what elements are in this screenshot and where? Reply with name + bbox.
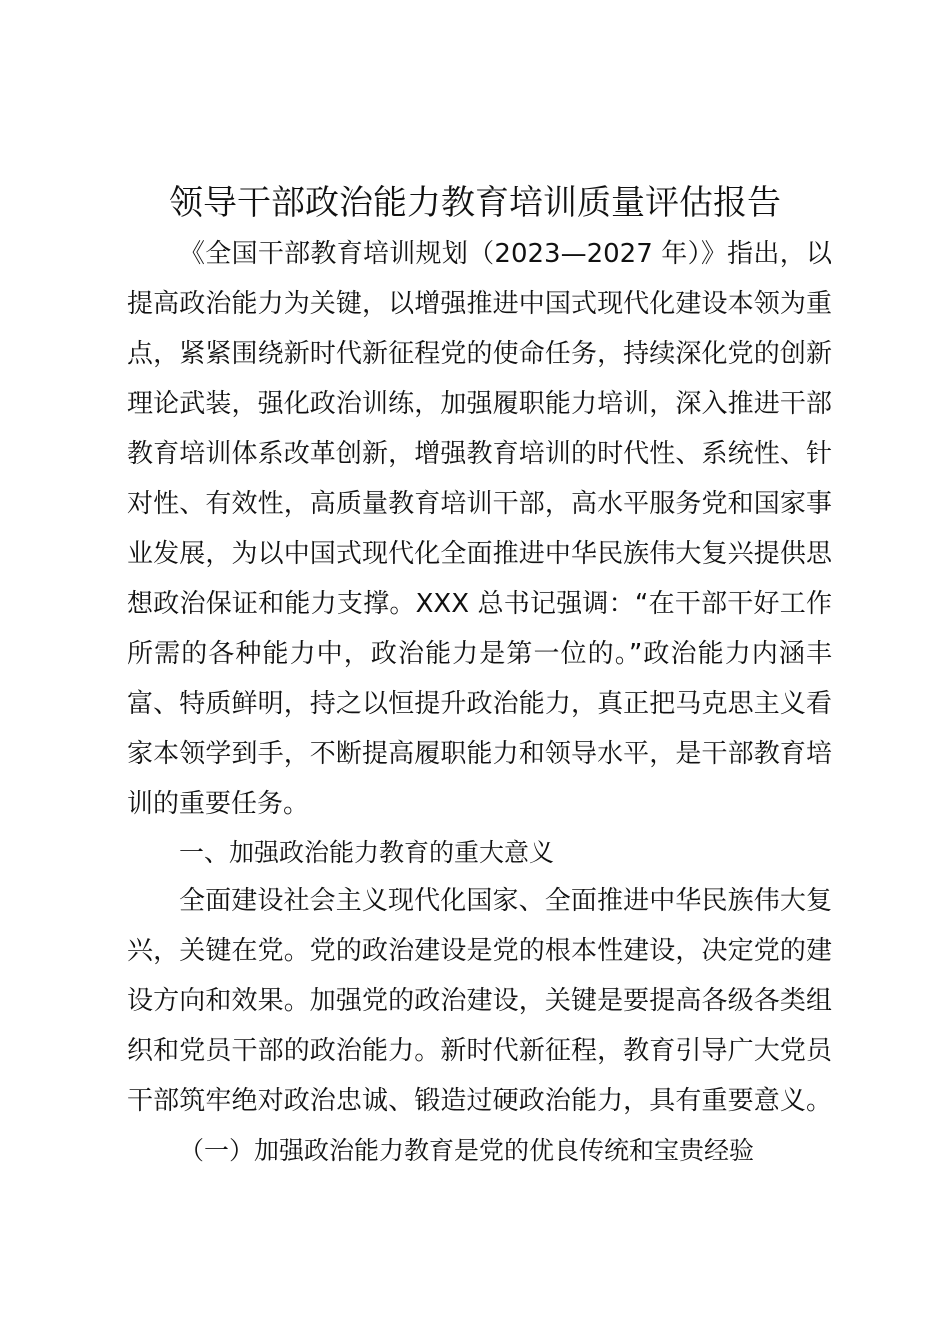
paragraph-significance [127,876,832,1126]
paragraph-intro [127,229,832,829]
section-heading-1: 一、加强政治能力教育的重大意义 [179,838,555,867]
text-line: 富、特质鲜明，持之以恒提升政治能力，真正把马克思主义看 [127,689,832,719]
text-line: 理论武装，强化政治训练，加强履职能力培训，深入推进干部 [127,389,832,419]
text-line: 干部筑牢绝对政治忠诚、锻造过硬政治能力，具有重要意义。 [127,1086,832,1116]
text-line: 设方向和效果。加强党的政治建设，关键是要提高各级各类组 [127,986,832,1016]
text-line: 对性、有效性，高质量教育培训干部，高水平服务党和国家事 [127,489,832,519]
text-line: 织和党员干部的政治能力。新时代新征程，教育引导广大党员 [127,1036,832,1066]
text-line: 所需的各种能力中，政治能力是第一位的。”政治能力内涵丰 [127,639,832,669]
text-line: 全面建设社会主义现代化国家、全面推进中华民族伟大复 [179,886,832,916]
text-line: 业发展，为以中国式现代化全面推进中华民族伟大复兴提供思 [127,539,832,569]
text-line: 《全国干部教育培训规划（2023—2027 年）》指出，以 [179,239,832,269]
text-line: 家本领学到手，不断提高履职能力和领导水平，是干部教育培 [127,739,832,769]
document-title: 领导干部政治能力教育培训质量评估报告 [169,183,781,223]
text-line: 点，紧紧围绕新时代新征程党的使命任务，持续深化党的创新 [127,339,832,369]
text-line: 提高政治能力为关键，以增强推进中国式现代化建设本领为重 [127,289,832,319]
text-line: 想政治保证和能力支撑。XXX 总书记强调：“在干部干好工作 [127,589,832,619]
text-line: 兴，关键在党。党的政治建设是党的根本性建设，决定党的建 [127,936,832,966]
text-line: 教育培训体系改革创新，增强教育培训的时代性、系统性、针 [127,439,832,469]
text-line: 训的重要任务。 [127,789,310,819]
subsection-heading-1: （一）加强政治能力教育是党的优良传统和宝贵经验 [179,1136,755,1165]
